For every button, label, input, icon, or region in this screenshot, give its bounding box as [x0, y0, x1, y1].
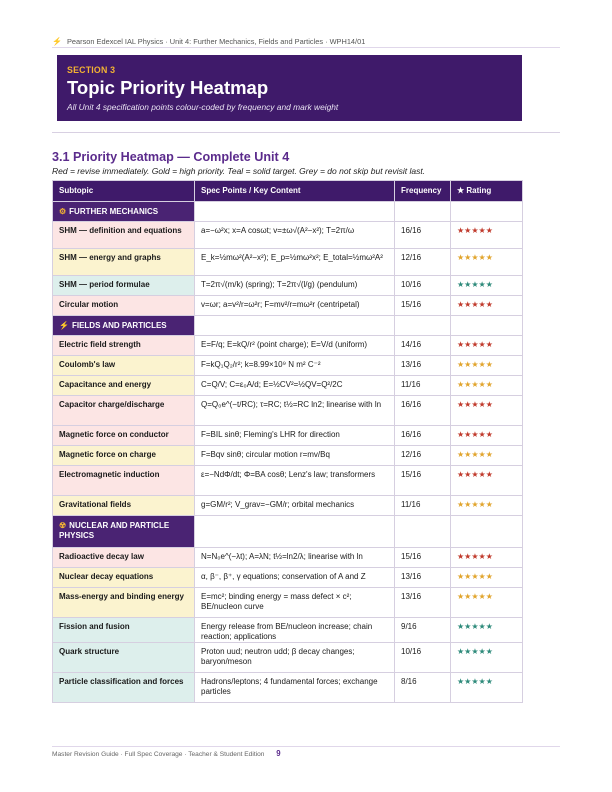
- table-row: [53, 426, 523, 446]
- rating-cell: [451, 396, 523, 426]
- rating-cell: [451, 249, 523, 276]
- table-row: [53, 643, 523, 673]
- star-rating: ★★★★★: [457, 430, 493, 439]
- column-header-frequency: Frequency: [395, 181, 451, 202]
- bolt-icon: ⚡: [59, 321, 69, 330]
- spec-cell: T=2π√(m/k) (spring); T=2π√(l/g) (pendulum): [195, 276, 395, 296]
- rating-cell: [451, 673, 523, 703]
- subtopic-cell: Fission and fusion: [53, 618, 195, 643]
- section-blank-cell: [451, 202, 523, 222]
- spec-cell: E=F/q; E=kQ/r² (point charge); E=V/d (uniform): [195, 336, 395, 356]
- frequency-cell: 10/16: [395, 276, 451, 296]
- star-rating: ★★★★★: [457, 622, 493, 631]
- subtopic-cell: Capacitance and energy: [53, 376, 195, 396]
- section-title-cell: [53, 516, 195, 548]
- spec-cell: Energy release from BE/nucleon increase; chain reaction; applications: [195, 618, 395, 643]
- rating-cell: [451, 426, 523, 446]
- table-row: [53, 618, 523, 643]
- rating-cell: [451, 296, 523, 316]
- spec-cell: E=mc²; binding energy = mass defect × c²; BE/nucleon curve: [195, 588, 395, 618]
- section-blank-cell: [195, 316, 395, 336]
- table-row: [53, 568, 523, 588]
- table-row: [53, 356, 523, 376]
- table-row: [53, 336, 523, 356]
- subtopic-cell: Magnetic force on charge: [53, 446, 195, 466]
- frequency-cell: 13/16: [395, 568, 451, 588]
- spec-cell: F=kQ₁Q₂/r²; k=8.99×10⁹ N m² C⁻²: [195, 356, 395, 376]
- table-row: [53, 396, 523, 426]
- subtopic-cell: Electromagnetic induction: [53, 466, 195, 496]
- table-row: [53, 376, 523, 396]
- frequency-cell: 11/16: [395, 496, 451, 516]
- page-subtitle: All Unit 4 specification points colour-coded by frequency and mark weight: [67, 102, 339, 112]
- section-banner: [57, 55, 522, 121]
- section-row: [53, 516, 523, 548]
- frequency-cell: 15/16: [395, 296, 451, 316]
- rating-cell: [451, 496, 523, 516]
- spec-cell: v=ωr; a=v²/r=ω²r; F=mv²/r=mω²r (centripetal): [195, 296, 395, 316]
- running-header-text: Pearson Edexcel IAL Physics · Unit 4: Further Mechanics, Fields and Particles · WPH14/01: [66, 36, 366, 46]
- section-title-cell: [53, 316, 195, 336]
- priority-legend: Red = revise immediately. Gold = high priority. Teal = solid target. Grey = do not skip but revisit last.: [52, 166, 426, 176]
- spec-cell: C=Q/V; C=ε₀A/d; E=½CV²=½QV=Q²/2C: [195, 376, 395, 396]
- rating-cell: [451, 568, 523, 588]
- rating-cell: [451, 222, 523, 249]
- rating-cell: [451, 376, 523, 396]
- table-row: [53, 673, 523, 703]
- subtopic-cell: SHM — period formulae: [53, 276, 195, 296]
- rating-cell: [451, 548, 523, 568]
- section-blank-cell: [451, 316, 523, 336]
- section-blank-cell: [195, 202, 395, 222]
- frequency-cell: 8/16: [395, 673, 451, 703]
- spec-cell: ε=−NdΦ/dt; Φ=BA cosθ; Lenz's law; transformers: [195, 466, 395, 496]
- spec-cell: Proton uud; neutron udd; β decay changes; baryon/meson: [195, 643, 395, 673]
- frequency-cell: 12/16: [395, 446, 451, 466]
- star-rating: ★★★★★: [457, 280, 493, 289]
- section-title: FURTHER MECHANICS: [69, 207, 159, 216]
- star-rating: ★★★★★: [457, 226, 493, 235]
- bolt-icon: ⚡: [52, 36, 62, 46]
- running-header: [52, 36, 560, 46]
- section-blank-cell: [395, 202, 451, 222]
- subtopic-cell: SHM — definition and equations: [53, 222, 195, 249]
- table-row: [53, 588, 523, 618]
- subtopic-cell: Magnetic force on conductor: [53, 426, 195, 446]
- table-row: [53, 249, 523, 276]
- spec-cell: g=GM/r²; V_grav=−GM/r; orbital mechanics: [195, 496, 395, 516]
- frequency-cell: 13/16: [395, 356, 451, 376]
- page-footer: [52, 749, 281, 758]
- star-rating: ★★★★★: [457, 647, 493, 656]
- subtopic-cell: Mass-energy and binding energy: [53, 588, 195, 618]
- gear-icon: ⚙: [59, 207, 67, 216]
- subtopic-cell: Quark structure: [53, 643, 195, 673]
- section-blank-cell: [451, 516, 523, 548]
- table-body: [53, 202, 523, 703]
- section-title-cell: [53, 202, 195, 222]
- section-row: [53, 202, 523, 222]
- subtopic-cell: Gravitational fields: [53, 496, 195, 516]
- section-title: NUCLEAR AND PARTICLE PHYSICS: [59, 521, 170, 540]
- subtopic-cell: Coulomb's law: [53, 356, 195, 376]
- rating-cell: [451, 618, 523, 643]
- radiation-icon: ☢: [59, 521, 67, 530]
- rating-cell: [451, 276, 523, 296]
- star-rating: ★★★★★: [457, 572, 493, 581]
- frequency-cell: 12/16: [395, 249, 451, 276]
- star-rating: ★★★★★: [457, 360, 493, 369]
- frequency-cell: 15/16: [395, 466, 451, 496]
- page-number: 9: [276, 749, 281, 758]
- section-title: FIELDS AND PARTICLES: [71, 321, 167, 330]
- section-row: [53, 316, 523, 336]
- footer-divider: [52, 746, 560, 747]
- table-row: [53, 276, 523, 296]
- section-blank-cell: [395, 516, 451, 548]
- table-row: [53, 548, 523, 568]
- star-rating: ★★★★★: [457, 380, 493, 389]
- rating-cell: [451, 643, 523, 673]
- subtopic-cell: Electric field strength: [53, 336, 195, 356]
- banner-divider: [52, 132, 560, 133]
- spec-cell: a=−ω²x; x=A cosωt; v=±ω√(A²−x²); T=2π/ω: [195, 222, 395, 249]
- subtopic-cell: SHM — energy and graphs: [53, 249, 195, 276]
- frequency-cell: 14/16: [395, 336, 451, 356]
- spec-cell: F=Bqv sinθ; circular motion r=mv/Bq: [195, 446, 395, 466]
- table-row: [53, 222, 523, 249]
- table-row: [53, 496, 523, 516]
- star-rating: ★★★★★: [457, 592, 493, 601]
- star-rating: ★★★★★: [457, 253, 493, 262]
- star-rating: ★★★★★: [457, 400, 493, 409]
- subtopic-cell: Circular motion: [53, 296, 195, 316]
- rating-cell: [451, 336, 523, 356]
- section-label: SECTION 3: [67, 65, 116, 75]
- frequency-cell: 16/16: [395, 222, 451, 249]
- star-rating: ★★★★★: [457, 340, 493, 349]
- star-rating: ★★★★★: [457, 470, 493, 479]
- spec-cell: Q=Q₀e^(−t/RC); τ=RC; t½=RC ln2; linearise with ln: [195, 396, 395, 426]
- column-header-rating: ★ Rating: [451, 181, 523, 202]
- table-row: [53, 466, 523, 496]
- section-blank-cell: [395, 316, 451, 336]
- frequency-cell: 11/16: [395, 376, 451, 396]
- frequency-cell: 10/16: [395, 643, 451, 673]
- page-title: Topic Priority Heatmap: [67, 77, 269, 98]
- frequency-cell: 16/16: [395, 396, 451, 426]
- star-rating: ★★★★★: [457, 450, 493, 459]
- star-rating: ★★★★★: [457, 300, 493, 309]
- column-header-subtopic: Subtopic: [53, 181, 195, 202]
- section-heading: 3.1 Priority Heatmap — Complete Unit 4: [52, 150, 290, 164]
- frequency-cell: 13/16: [395, 588, 451, 618]
- subtopic-cell: Particle classification and forces: [53, 673, 195, 703]
- spec-cell: N=N₀e^(−λt); A=λN; t½=ln2/λ; linearise with ln: [195, 548, 395, 568]
- star-rating: ★★★★★: [457, 677, 493, 686]
- frequency-cell: 9/16: [395, 618, 451, 643]
- column-header-spec: Spec Points / Key Content: [195, 181, 395, 202]
- subtopic-cell: Capacitor charge/discharge: [53, 396, 195, 426]
- subtopic-cell: Radioactive decay law: [53, 548, 195, 568]
- rating-cell: [451, 356, 523, 376]
- priority-heatmap-table: [52, 180, 523, 703]
- subtopic-cell: Nuclear decay equations: [53, 568, 195, 588]
- frequency-cell: 15/16: [395, 548, 451, 568]
- rating-cell: [451, 466, 523, 496]
- table-row: [53, 446, 523, 466]
- table-row: [53, 296, 523, 316]
- header-divider: [52, 47, 560, 48]
- spec-cell: F=BIL sinθ; Fleming's LHR for direction: [195, 426, 395, 446]
- section-blank-cell: [195, 516, 395, 548]
- rating-cell: [451, 588, 523, 618]
- spec-cell: Hadrons/leptons; 4 fundamental forces; exchange particles: [195, 673, 395, 703]
- spec-cell: α, β⁻, β⁺, γ equations; conservation of A and Z: [195, 568, 395, 588]
- footer-text: Master Revision Guide · Full Spec Coverage · Teacher & Student Edition: [52, 751, 265, 758]
- frequency-cell: 16/16: [395, 426, 451, 446]
- table-header-row: [53, 181, 523, 202]
- spec-cell: E_k=½mω²(A²−x²); E_p=½mω²x²; E_total=½mω²A²: [195, 249, 395, 276]
- rating-cell: [451, 446, 523, 466]
- star-rating: ★★★★★: [457, 552, 493, 561]
- star-rating: ★★★★★: [457, 500, 493, 509]
